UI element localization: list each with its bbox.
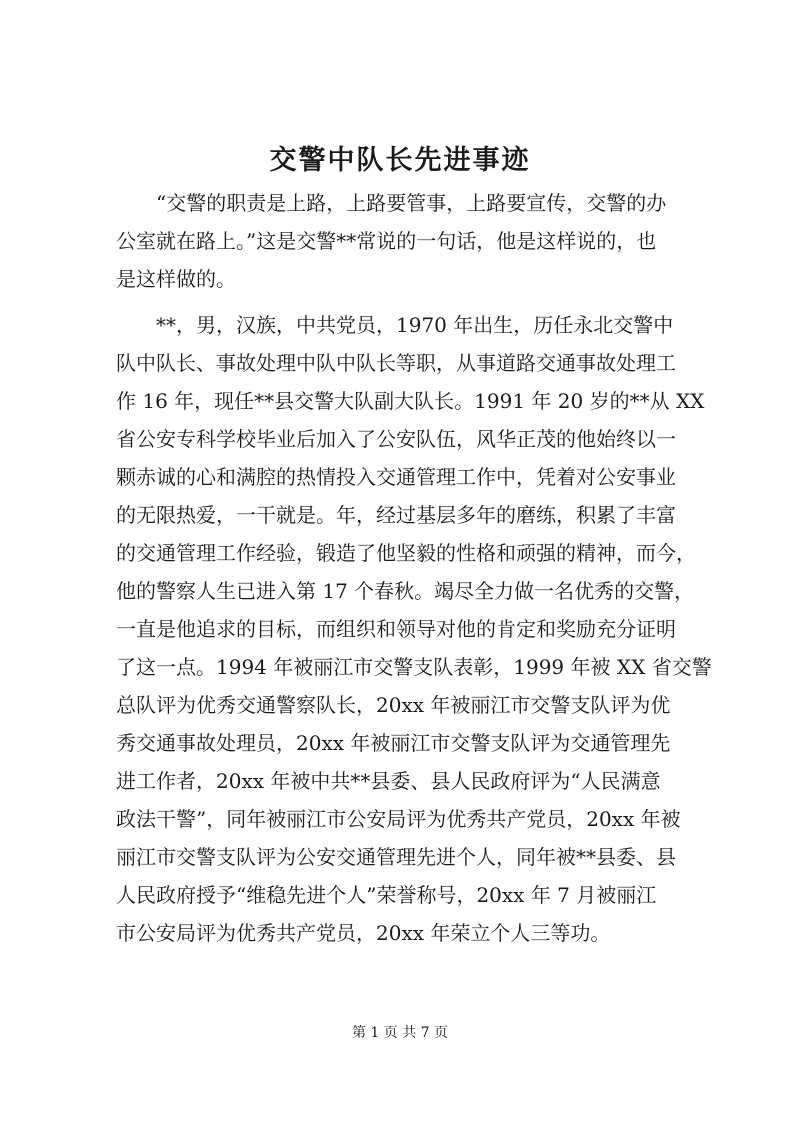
paragraph-2 bbox=[116, 306, 712, 952]
text-line: 一直是他追求的目标，而组织和领导对他的肯定和奖励充分证明 bbox=[116, 617, 676, 641]
document-title: 交警中队长先进事迹 bbox=[269, 145, 531, 176]
text-line: 颗赤诚的心和满腔的热情投入交通管理工作中，凭着对公安事业 bbox=[116, 465, 676, 489]
text-line: 丽江市交警支队评为公安交通管理先进个人，同年被**县委、县 bbox=[116, 845, 676, 869]
text-line: **，男，汉族，中共党员，1970 年出生，历任永北交警中 bbox=[116, 313, 674, 337]
text-line: 进工作者，20xx 年被中共**县委、县人民政府评为“人民满意 bbox=[116, 769, 661, 793]
text-line: 他的警察人生已进入第 17 个春秋。竭尽全力做一名优秀的交警， bbox=[116, 579, 695, 603]
text-line: 市公安局评为优秀共产党员，20xx 年荣立个人三等功。 bbox=[116, 921, 611, 945]
text-line: 队中队长、事故处理中队中队长等职，从事道路交通事故处理工 bbox=[116, 351, 676, 375]
text-line: 是这样做的。 bbox=[116, 267, 236, 291]
text-line: 政法干警”，同年被丽江市公安局评为优秀共产党员，20xx 年被 bbox=[116, 807, 681, 831]
paragraph-1 bbox=[116, 184, 706, 298]
text-line: 了这一点。1994 年被丽江市交警支队表彰，1999 年被 XX 省交警 bbox=[116, 655, 712, 679]
text-line: 省公安专科学校毕业后加入了公安队伍，风华正茂的他始终以一 bbox=[116, 427, 676, 451]
text-line: 的交通管理工作经验，锻造了他坚毅的性格和顽强的精神，而今， bbox=[116, 541, 696, 565]
text-line: “交警的职责是上路，上路要管事，上路要宣传，交警的办 bbox=[116, 191, 667, 215]
text-line: 作 16 年，现任**县交警大队副大队长。1991 年 20 岁的**从 XX bbox=[116, 389, 705, 413]
page-footer: 第 1 页 共 7 页 bbox=[351, 1025, 449, 1041]
document-body bbox=[116, 184, 712, 960]
text-line: 人民政府授予“维稳先进个人”荣誉称号，20xx 年 7 月被丽江 bbox=[116, 883, 657, 907]
text-line: 秀交通事故处理员，20xx 年被丽江市交警支队评为交通管理先 bbox=[116, 731, 671, 755]
text-line: 的无限热爱，一干就是。年，经过基层多年的磨练，积累了丰富 bbox=[116, 503, 676, 527]
text-line: 总队评为优秀交通警察队长，20xx 年被丽江市交警支队评为优 bbox=[116, 693, 671, 717]
text-line: 公室就在路上。”这是交警**常说的一句话，他是这样说的，也 bbox=[116, 229, 657, 253]
